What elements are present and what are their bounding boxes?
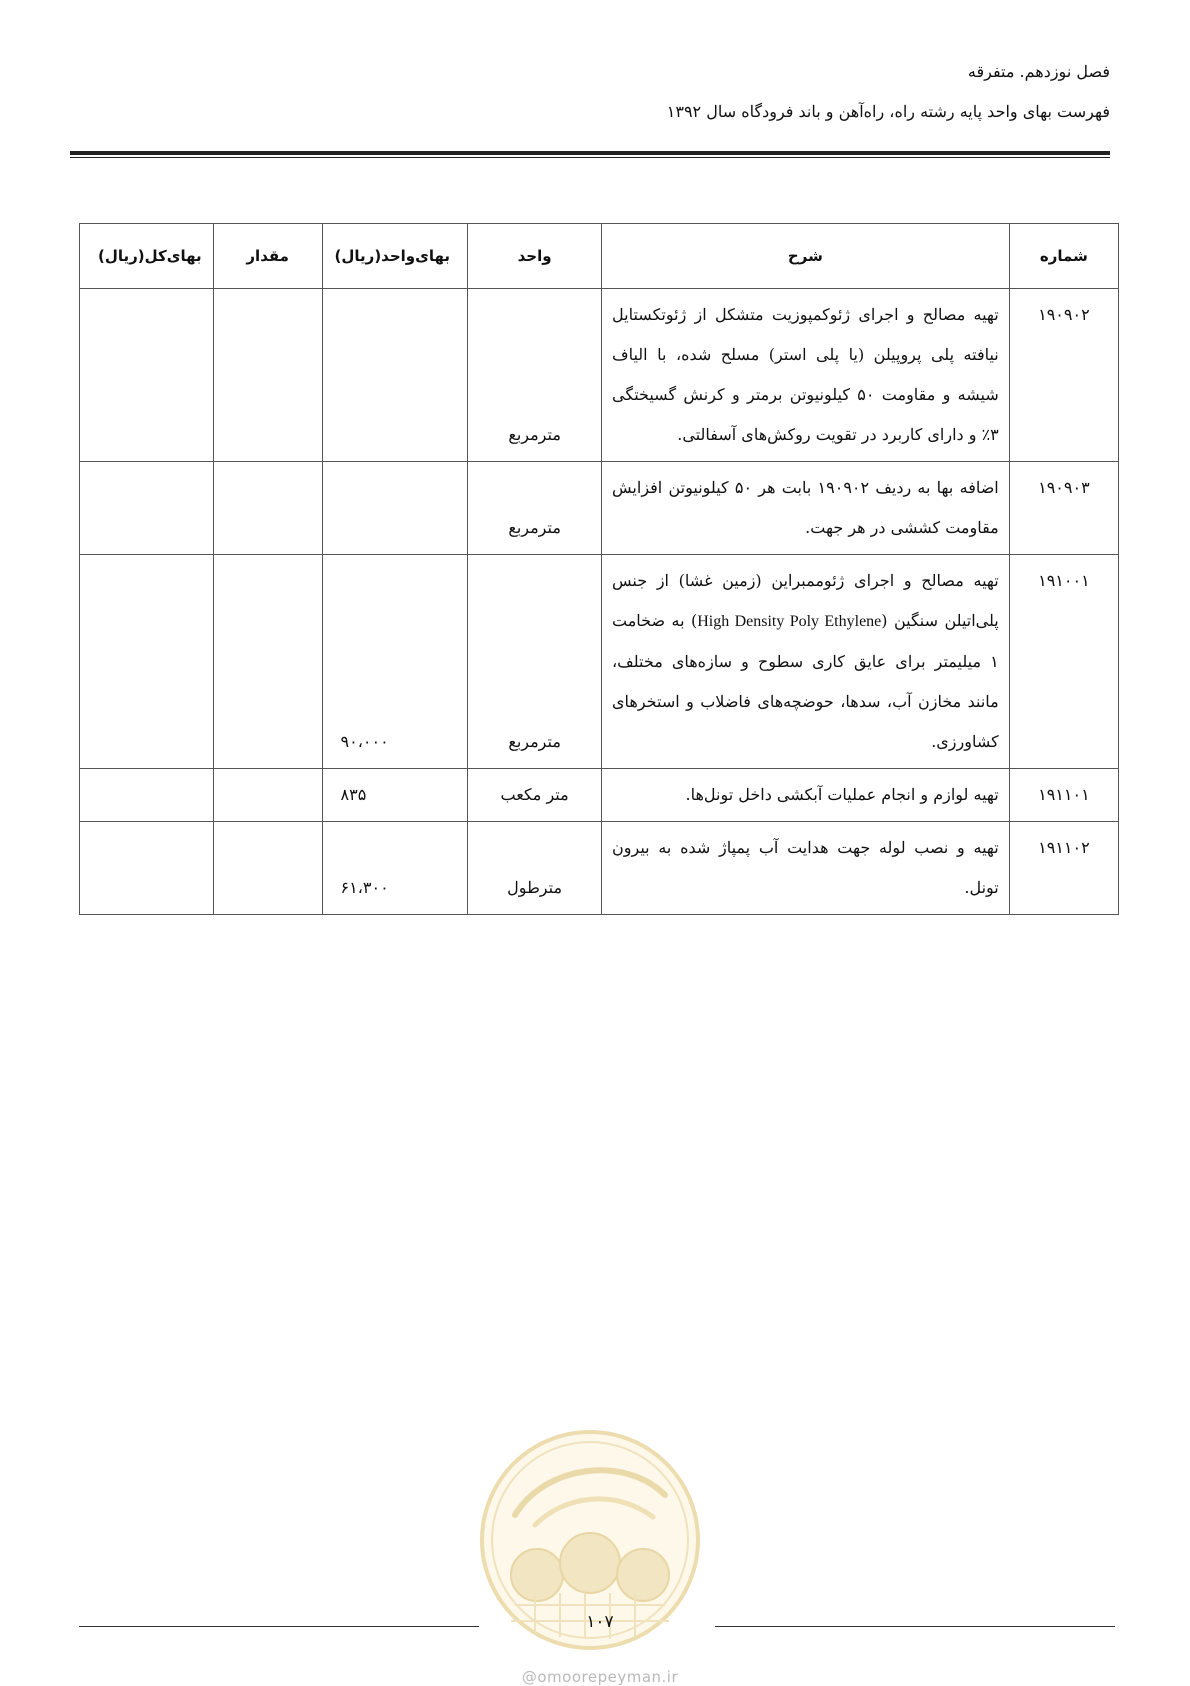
row-quantity [213,289,322,462]
page-header [70,58,1110,126]
row-unit-price: ۸۳۵ [322,769,468,822]
page-number: ۱۰۷ [586,1612,614,1632]
row-number: ۱۹۱۰۰۱ [1009,555,1118,769]
row-description: تهیه و نصب لوله جهت هدایت آب پمپاژ شده به بیرون تونل. [602,822,1010,915]
row-unit-price [322,462,468,555]
row-total-price [80,769,214,822]
row-unit: مترمربع [468,555,602,769]
footer-rule-left [79,1626,479,1627]
row-unit: مترمربع [468,462,602,555]
row-number: ۱۹۰۹۰۲ [1009,289,1118,462]
row-unit-price: ۹۰،۰۰۰ [322,555,468,769]
chapter-title: فصل نوزدهم. متفرقه [967,62,1110,81]
table-row [80,289,1119,462]
row-total-price [80,822,214,915]
row-quantity [213,462,322,555]
header-rule-thin [70,157,1110,158]
table-row [80,555,1119,769]
row-total-price [80,289,214,462]
row-total-price [80,462,214,555]
row-unit: مترمربع [468,289,602,462]
row-number: ۱۹۱۱۰۱ [1009,769,1118,822]
header-unit: واحد [468,224,602,289]
table-row [80,462,1119,555]
row-quantity [213,822,322,915]
row-quantity [213,555,322,769]
footer-rule-right [715,1626,1115,1627]
row-description-part-2: ) به ضخامت ۱ میلیمتر برای عایق کاری سطوح و سازه‌های مختلف، مانند مخازن آب، سدها، حوضچه‌های فاضلاب و استخرهای کشاورزی. [612,611,999,751]
row-number: ۱۹۱۱۰۲ [1009,822,1118,915]
price-list-table [79,223,1119,915]
row-description [602,555,1010,769]
row-quantity [213,769,322,822]
table-row [80,769,1119,822]
row-total-price [80,555,214,769]
document-subtitle: فهرست بهای واحد پایه رشته راه، راه‌آهن و باند فرودگاه سال ۱۳۹۲ [666,102,1110,121]
row-unit-price [322,289,468,462]
row-description-latin: High Density Poly Ethylene [697,613,882,630]
header-quantity: مقدار [213,224,322,289]
row-description: تهیه لوازم و انجام عملیات آبکشی داخل تونل‌ها. [602,769,1010,822]
row-description: تهیه مصالح و اجرای ژئوکمپوزیت متشکل از ژئوتکستایل نیافته پلی پروپیلن (یا پلی استر) مسلح شده، با الیاف شیشه و مقاومت ۵۰ کیلونیوتن برمتر و کرنش گسیختگی ۳٪ و دارای کاربرد در تقویت روکش‌های آسفالتی. [602,289,1010,462]
header-description: شرح [602,224,1010,289]
table-row [80,822,1119,915]
header-number: شماره [1009,224,1118,289]
table-header-row [80,224,1119,289]
row-unit-price: ۶۱،۳۰۰ [322,822,468,915]
header-rule-thick [70,151,1110,155]
row-description: اضافه بها به ردیف ۱۹۰۹۰۲ بابت هر ۵۰ کیلونیوتن افزایش مقاومت کششی در هر جهت. [602,462,1010,555]
header-total-price: بهای‌کل(ریال) [80,224,214,289]
watermark-site: @omoorepeyman.ir [521,1668,679,1686]
row-description-part-1: تهیه مصالح و اجرای ژئوممبراین (زمین غشا) از جنس پلی‌اتیلن سنگین ( [612,571,999,630]
row-number: ۱۹۰۹۰۳ [1009,462,1118,555]
row-unit: متر مکعب [468,769,602,822]
header-unit-price: بهای‌واحد(ریال) [322,224,468,289]
row-unit: مترطول [468,822,602,915]
